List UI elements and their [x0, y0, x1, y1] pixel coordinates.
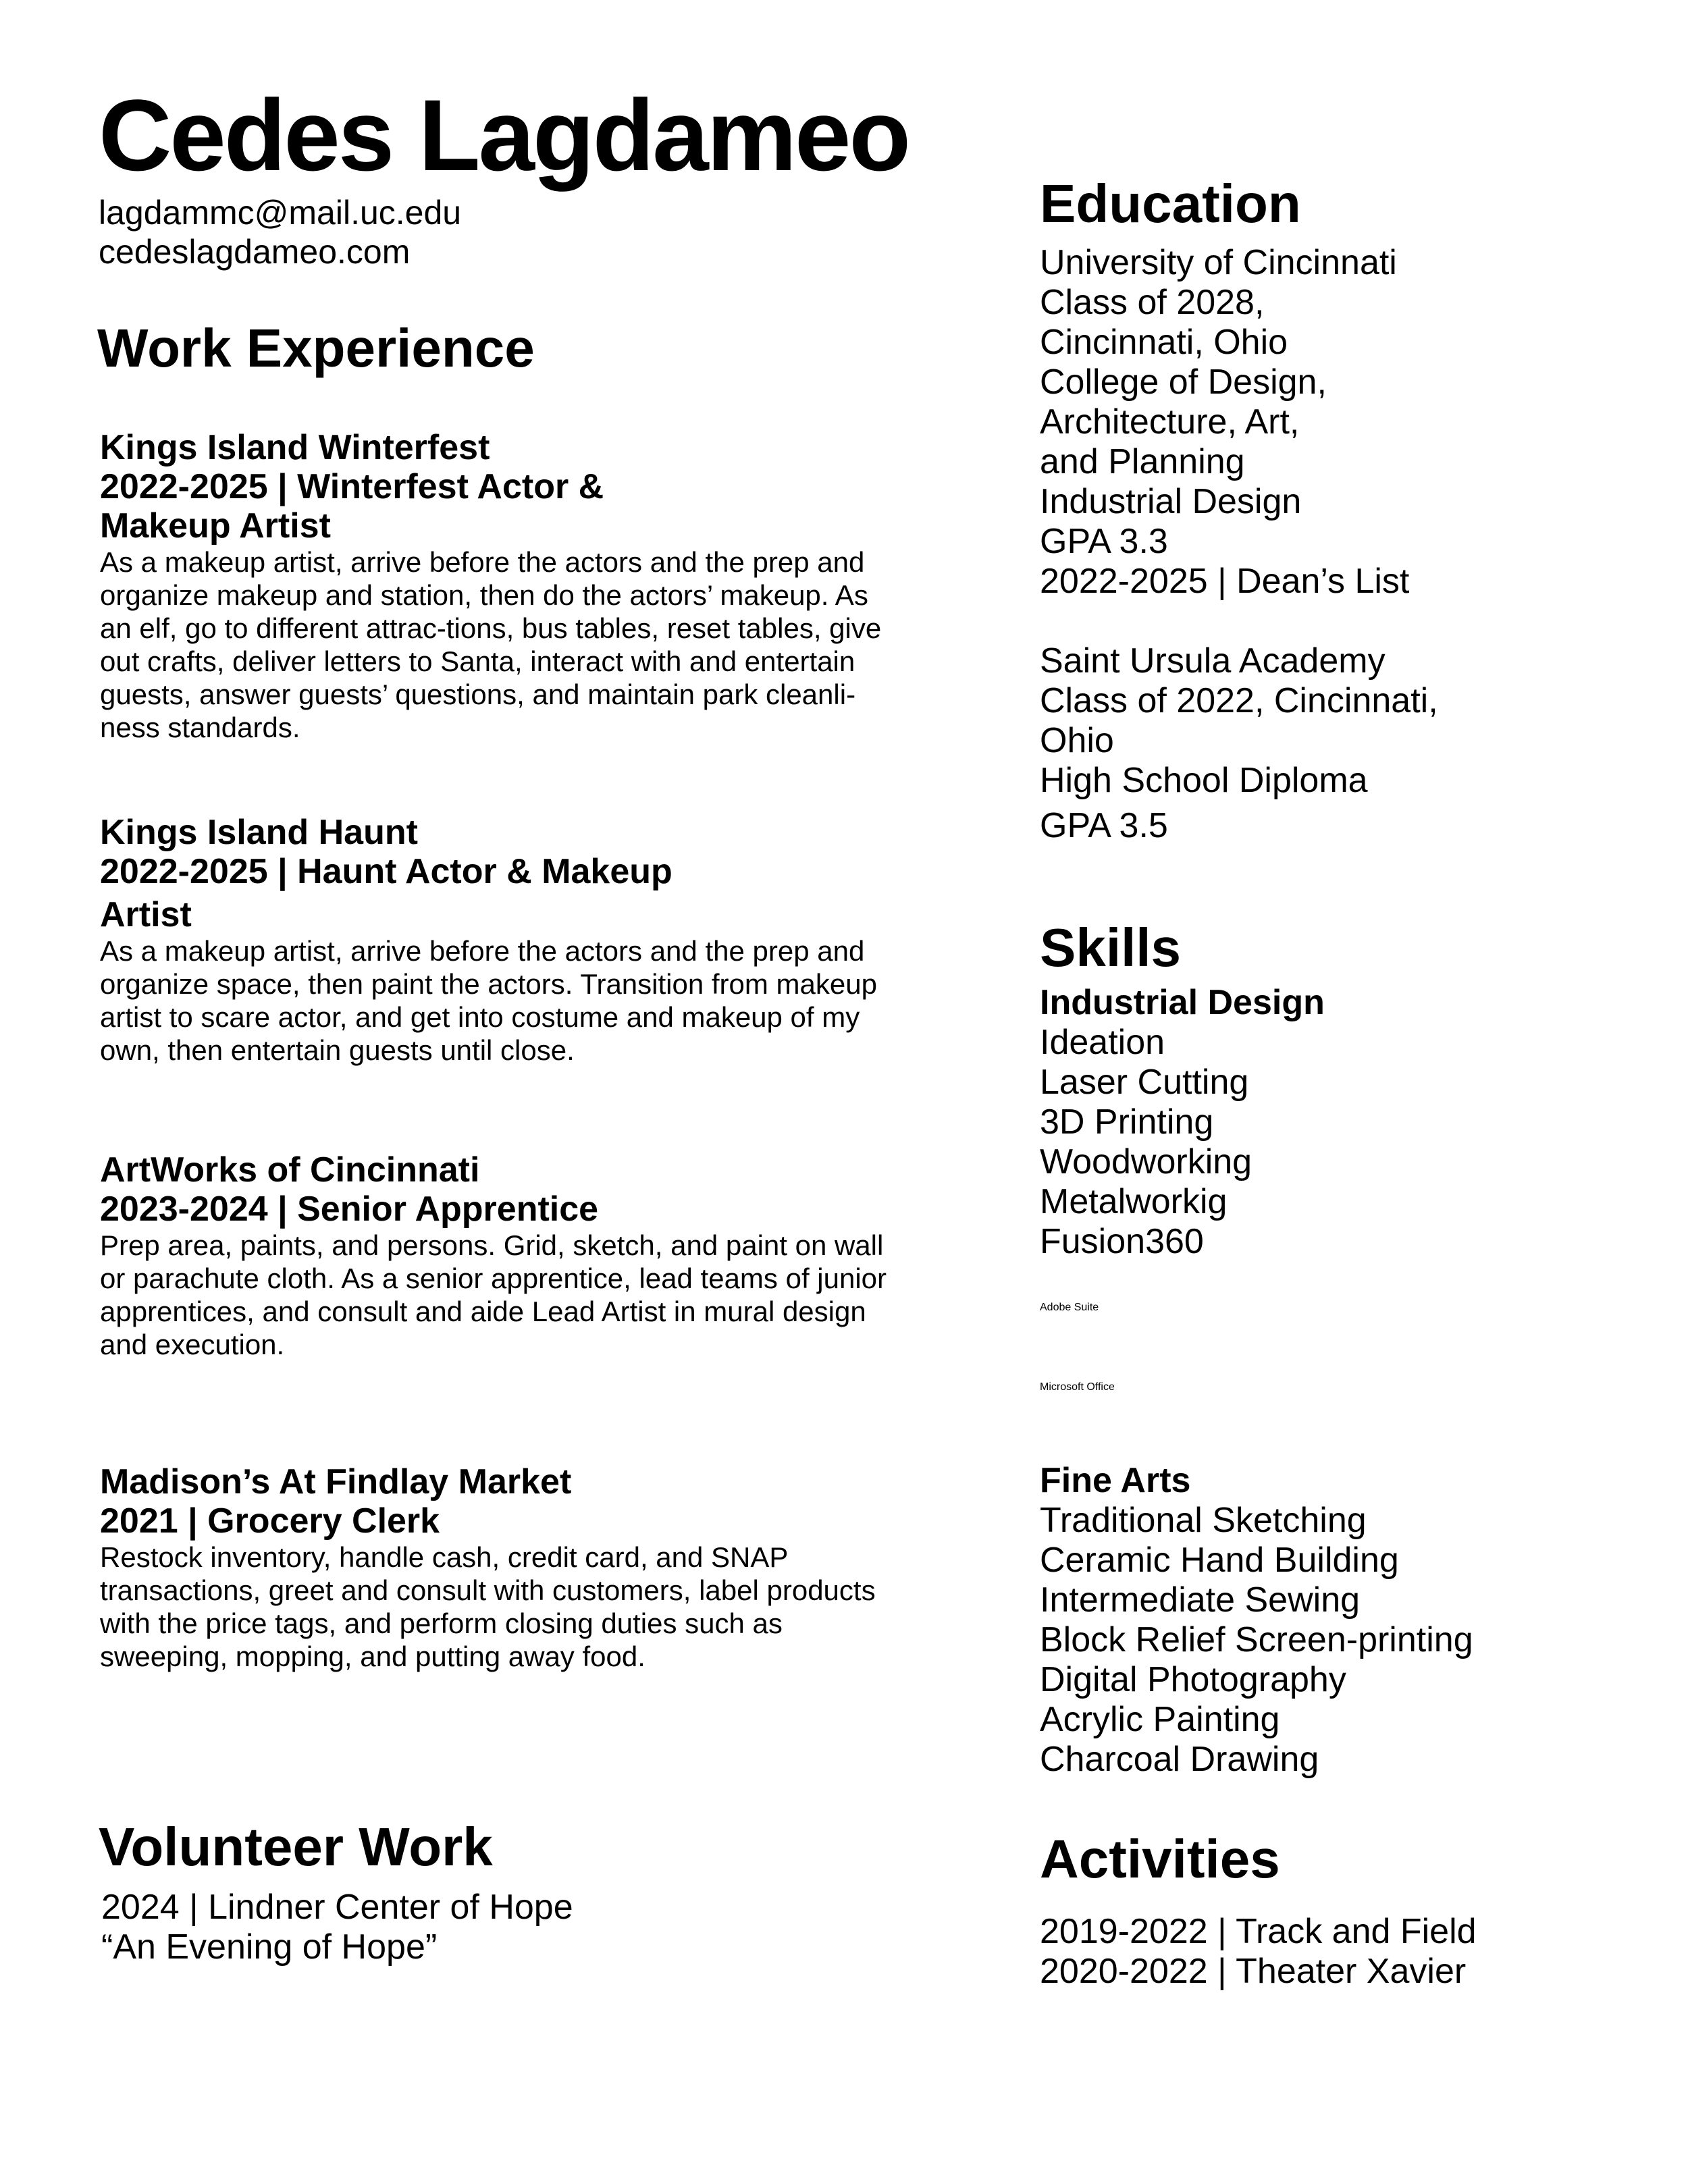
education-line: College of Design,	[1040, 363, 1327, 402]
skill-item: Block Relief Screen-printing	[1040, 1620, 1473, 1659]
job-description: As a makeup artist, arrive before the actors and the prep and organize space, then paint the actors. Transition from makeup artist to scare actor, and get into costume and makeup of my own, then entertain guests until close.	[100, 935, 877, 1066]
education-line: GPA 3.5	[1040, 806, 1168, 845]
skill-item: Traditional Sketching	[1040, 1501, 1367, 1540]
skill-category: Industrial Design	[1040, 983, 1325, 1022]
job-description: Prep area, paints, and persons. Grid, sketch, and paint on wall or parachute cloth. As a senior apprentice, lead teams of junior apprentices, and consult and aide Lead Artist in mural design and execution.	[100, 1229, 887, 1360]
activities-heading: Activities	[1040, 1829, 1280, 1889]
job-description: As a makeup artist, arrive before the actors and the prep and organize makeup and station, then do the actors’ makeup. As an elf, go to different attrac-tions, bus tables, reset tables, give out crafts, deliver letters to Santa, interact with and entertain guests, answer guests’ questions, and maintain park cleanli-ness standards.	[100, 546, 882, 743]
skill-item: Metalworkig	[1040, 1182, 1228, 1221]
activities-list	[1040, 1912, 1647, 1992]
education-uc	[1040, 243, 1647, 602]
education-line: University of Cincinnati	[1040, 243, 1397, 282]
activity-item: 2020-2022 | Theater Xavier	[1040, 1952, 1467, 1991]
job-role-cont: Makeup Artist	[100, 506, 331, 545]
email-text: lagdammc@mail.uc.edu	[99, 194, 462, 232]
education-line: Class of 2028,	[1040, 283, 1265, 322]
skill-item: Fusion360	[1040, 1222, 1204, 1261]
education-line: and Planning	[1040, 442, 1245, 481]
skill-item: Digital Photography	[1040, 1660, 1346, 1699]
job-role: 2022-2025 | Winterfest Actor &	[100, 467, 604, 506]
job-description: Restock inventory, handle cash, credit card, and SNAP transactions, greet and consult with customers, label products with the price tags, and perform closing duties such as sweeping, mopping, and putting away food.	[100, 1541, 876, 1672]
skill-category: Fine Arts	[1040, 1461, 1191, 1500]
skills-heading: Skills	[1040, 917, 1182, 978]
skill-item: Intermediate Sewing	[1040, 1580, 1361, 1620]
job-entry-haunt	[100, 813, 903, 1067]
skill-category-microsoft: Microsoft Office	[1040, 1381, 1115, 1393]
skill-item: Charcoal Drawing	[1040, 1740, 1319, 1779]
work-experience-heading: Work Experience	[97, 318, 535, 378]
education-line: Industrial Design	[1040, 482, 1302, 521]
volunteer-heading: Volunteer Work	[99, 1817, 493, 1877]
volunteer-block	[101, 1888, 573, 1967]
skill-item: Ceramic Hand Building	[1040, 1541, 1399, 1580]
resume-name: Cedes Lagdameo	[99, 78, 909, 192]
job-role-cont: Artist	[100, 895, 192, 934]
volunteer-line: 2024 | Lindner Center of Hope	[101, 1888, 573, 1927]
job-role: 2022-2025 | Haunt Actor & Makeup	[100, 852, 672, 891]
education-line: Class of 2022, Cincinnati,	[1040, 681, 1438, 720]
education-heading: Education	[1040, 174, 1301, 234]
skills-fine-arts	[1040, 1461, 1647, 1780]
education-line: 2022-2025 | Dean’s List	[1040, 562, 1410, 601]
job-org: Kings Island Winterfest	[100, 428, 490, 467]
education-line: High School Diploma	[1040, 761, 1368, 800]
job-org: ArtWorks of Cincinnati	[100, 1150, 480, 1190]
skill-category-adobe: Adobe Suite	[1040, 1302, 1099, 1313]
activity-item: 2019-2022 | Track and Field	[1040, 1912, 1477, 1951]
job-role: 2023-2024 | Senior Apprentice	[100, 1190, 599, 1229]
education-line: Architecture, Art,	[1040, 402, 1300, 442]
education-line: Ohio	[1040, 721, 1114, 760]
skills-industrial-design	[1040, 983, 1647, 1262]
job-org: Kings Island Haunt	[100, 813, 418, 852]
education-line: Cincinnati, Ohio	[1040, 323, 1288, 362]
skill-item: 3D Printing	[1040, 1102, 1214, 1142]
skill-item: Ideation	[1040, 1023, 1165, 1062]
contact-block	[99, 193, 461, 271]
volunteer-event: “An Evening of Hope”	[101, 1927, 438, 1967]
job-entry-winterfest	[100, 428, 903, 744]
education-sua	[1040, 641, 1647, 846]
education-line: GPA 3.3	[1040, 522, 1168, 561]
job-entry-artworks	[100, 1150, 903, 1361]
skill-item: Acrylic Painting	[1040, 1700, 1280, 1739]
job-entry-madisons	[100, 1462, 903, 1673]
skill-item: Woodworking	[1040, 1142, 1252, 1181]
skill-item: Laser Cutting	[1040, 1063, 1249, 1102]
education-line: Saint Ursula Academy	[1040, 641, 1386, 681]
job-org: Madison’s At Findlay Market	[100, 1462, 572, 1501]
job-role: 2021 | Grocery Clerk	[100, 1501, 440, 1541]
website-text: cedeslagdameo.com	[99, 233, 411, 271]
